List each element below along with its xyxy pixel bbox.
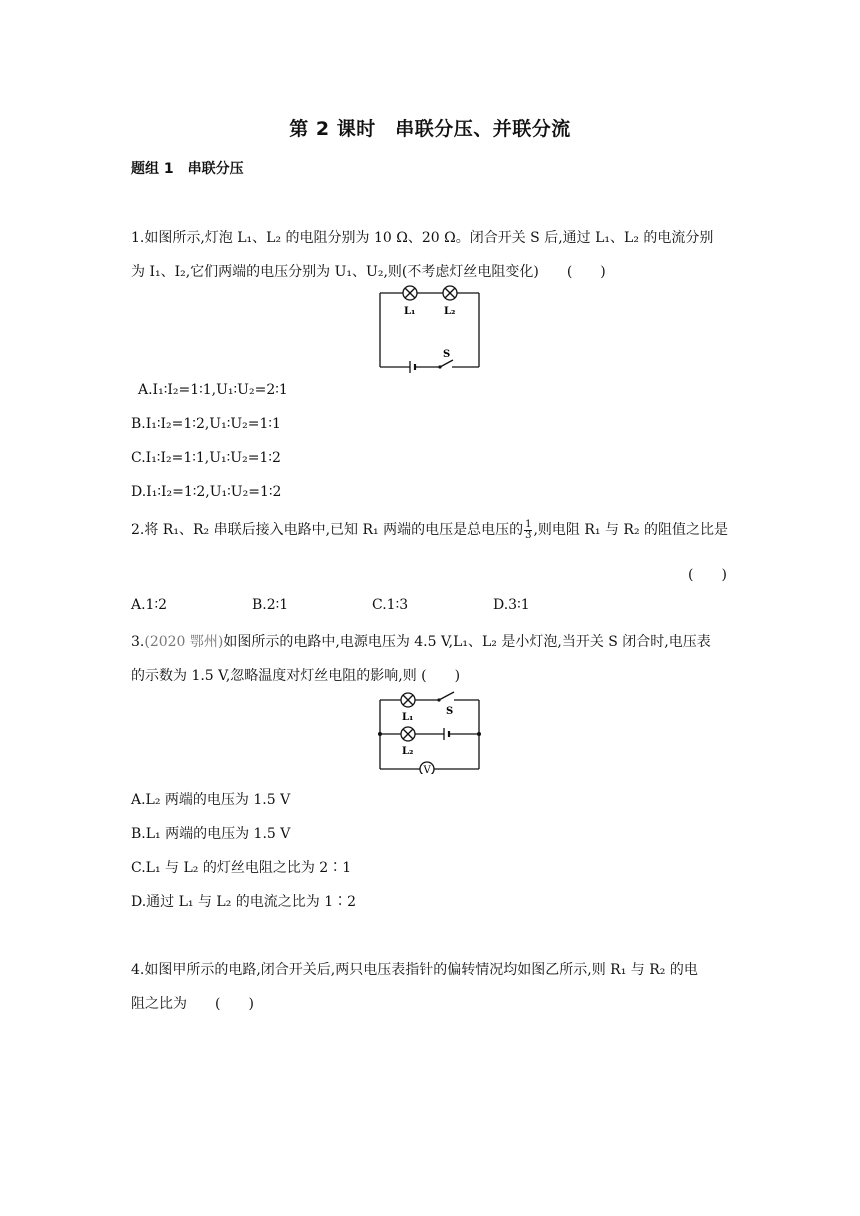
q2-fraction-numerator: 1	[525, 518, 532, 530]
q3-stem-line2: 的示数为 1.5 V,忽略温度对灯丝电阻的影响,则 ( )	[131, 668, 461, 684]
q1-lamp1-label: L₁	[404, 306, 416, 317]
q1-option-d: D.I₁∶I₂=1∶2,U₁∶U₂=1∶2	[131, 484, 282, 500]
q1-stem-line1: 1.如图所示,灯泡 L₁、L₂ 的电阻分别为 10 Ω、20 Ω。闭合开关 S 后,通过 L₁、L₂ 的电流分别	[131, 230, 714, 246]
q3-option-c: C.L₁ 与 L₂ 的灯丝电阻之比为 2∶1	[131, 860, 352, 876]
page-title: 第 2 课时 串联分压、并联分流	[289, 118, 571, 140]
q1-option-c: C.I₁∶I₂=1∶1,U₁∶U₂=1∶2	[131, 450, 281, 466]
q1-switch-label: S	[443, 349, 451, 360]
q4-stem-line1: 4.如图甲所示的电路,闭合开关后,两只电压表指针的偏转情况均如图乙所示,则 R₁ 与 R₂ 的电	[131, 962, 698, 978]
q3-source-tag: (2020 鄂州)	[144, 634, 224, 650]
q2-option-c: C.1∶3	[372, 597, 409, 613]
q2-option-b: B.2∶1	[252, 597, 289, 613]
q3-switch-label: S	[446, 706, 454, 717]
q1-stem-line2: 为 I₁、I₂,它们两端的电压分别为 U₁、U₂,则(不考虑灯丝电阻变化) ( )	[131, 264, 606, 280]
q1-option-a: A.I₁∶I₂=1∶1,U₁∶U₂=2∶1	[138, 382, 288, 398]
q2-stem-part2: ,则电阻 R₁ 与 R₂ 的阻值之比是	[533, 522, 729, 538]
q2-option-d: D.3∶1	[493, 597, 530, 613]
q3-stem-line1	[131, 631, 711, 651]
q3-number: 3.	[131, 634, 145, 650]
q3-circuit-diagram	[377, 688, 483, 774]
section-heading: 题组 1 串联分压	[131, 161, 244, 177]
q1-option-b: B.I₁∶I₂=1∶2,U₁∶U₂=1∶1	[131, 416, 281, 432]
q2-option-a: A.1∶2	[131, 597, 168, 613]
q3-option-b: B.L₁ 两端的电压为 1.5 V	[131, 826, 291, 842]
q2-fraction-denominator: 3	[525, 529, 532, 541]
q1-circuit-diagram	[378, 284, 482, 374]
q2-stem-line1	[131, 519, 728, 541]
q3-option-d: D.通过 L₁ 与 L₂ 的电流之比为 1∶2	[131, 894, 357, 910]
q4-stem-line2: 阻之比为 ( )	[131, 996, 254, 1012]
q3-lamp2-label: L₂	[402, 746, 414, 757]
q2-answer-bracket: ( )	[688, 567, 727, 583]
q2-stem-part1: 2.将 R₁、R₂ 串联后接入电路中,已知 R₁ 两端的电压是总电压的	[131, 522, 524, 538]
q2-fraction	[524, 520, 532, 541]
q3-voltmeter-label: V	[423, 765, 431, 774]
q3-option-a: A.L₂ 两端的电压为 1.5 V	[131, 792, 291, 808]
q3-lamp1-label: L₁	[402, 712, 414, 723]
q1-lamp2-label: L₂	[444, 306, 456, 317]
q3-stem-text: 如图所示的电路中,电源电压为 4.5 V,L₁、L₂ 是小灯泡,当开关 S 闭合时,电压表	[223, 634, 711, 650]
